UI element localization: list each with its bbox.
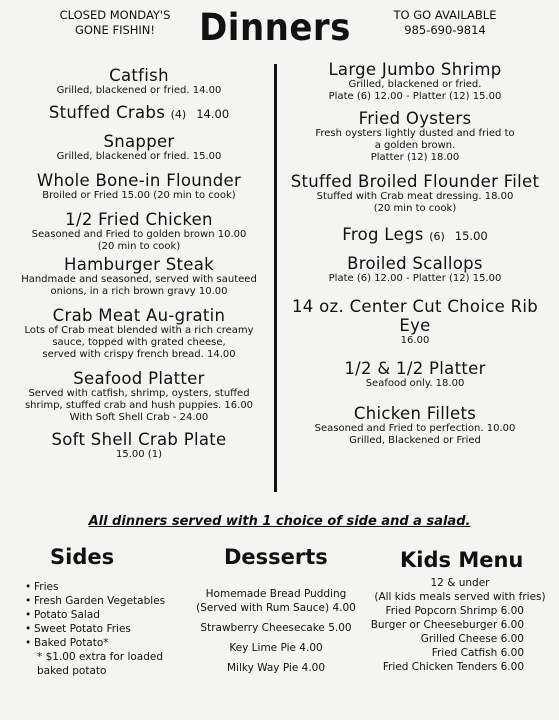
item-description: Plate (6) 12.00 - Platter (12) 15.00 xyxy=(328,273,502,284)
kids-menu xyxy=(362,576,558,674)
dinners-left-column xyxy=(8,60,270,461)
page-title: Dinners xyxy=(199,6,351,50)
item-name-text: Whole Bone-in Flounder xyxy=(36,171,242,190)
side-item: • Fresh Garden Vegetables xyxy=(25,594,185,608)
item-description: Plate (6) 12.00 - Platter (12) 15.00 xyxy=(328,91,502,102)
item-quantity: (6) xyxy=(429,230,445,243)
kids-item: Fried Chicken Tenders 6.00 xyxy=(382,661,524,673)
item-price: 14.00 xyxy=(196,107,230,121)
item-name xyxy=(282,254,548,273)
item-description: Grilled, blackened or fried. 14.00 xyxy=(56,85,222,96)
item-name xyxy=(8,369,270,388)
item-name-text: 14 oz. Center Cut Choice Rib Eye xyxy=(291,297,538,335)
item-description: Seasoned and Fried to perfection. 10.00 xyxy=(314,423,516,434)
kids-menu-title: Kids Menu xyxy=(400,548,524,572)
item-name xyxy=(8,210,270,229)
menu-item xyxy=(282,254,548,285)
item-price: 15.00 xyxy=(454,229,488,243)
item-name-text: Large Jumbo Shrimp xyxy=(328,60,502,79)
item-quantity: (4) xyxy=(170,108,187,121)
menu-item xyxy=(282,404,548,447)
menu-item xyxy=(8,171,270,202)
item-description: onions, in a rich brown gravy 10.00 xyxy=(50,286,228,297)
item-name-text: Broiled Scallops xyxy=(347,254,483,273)
phone-number: 985-690-9814 xyxy=(404,23,486,37)
item-name xyxy=(282,225,548,246)
item-name xyxy=(8,255,270,274)
dessert-line: Key Lime Pie 4.00 xyxy=(229,642,323,654)
item-description: 16.00 xyxy=(400,335,430,346)
menu-item xyxy=(282,172,548,215)
item-description: (20 min to cook) xyxy=(373,203,457,214)
item-description: Lots of Crab meat blended with a rich creamy xyxy=(24,325,254,336)
side-subnote: baked potato xyxy=(37,665,107,677)
menu-item xyxy=(282,109,548,164)
item-name xyxy=(282,359,548,378)
kids-item: Grilled Cheese 6.00 xyxy=(420,633,524,645)
item-description: Platter (12) 18.00 xyxy=(370,152,460,163)
item-name xyxy=(8,103,270,124)
item-description: shrimp, stuffed crab and hush puppies. 16.00 xyxy=(24,400,254,411)
menu-item xyxy=(8,306,270,361)
side-subnote: * $1.00 extra for loaded xyxy=(37,651,164,663)
to-go-notice xyxy=(370,8,520,38)
item-description: With Soft Shell Crab - 24.00 xyxy=(69,412,209,423)
kids-item: Burger or Cheeseburger 6.00 xyxy=(370,619,524,631)
item-description: Broiled or Fried 15.00 (20 min to cook) xyxy=(42,190,236,201)
menu-item xyxy=(8,430,270,461)
desserts-list xyxy=(186,587,366,681)
side-item: • Baked Potato* xyxy=(25,636,185,650)
item-name xyxy=(8,306,270,325)
item-description: Seafood only. 18.00 xyxy=(365,378,465,389)
kids-age: 12 & under xyxy=(430,577,490,589)
item-name-text: Chicken Fillets xyxy=(353,404,477,423)
item-description: Grilled, Blackened or Fried xyxy=(349,435,481,446)
menu-item xyxy=(8,255,270,298)
item-name-text: Stuffed Broiled Flounder Filet xyxy=(290,172,540,191)
to-go-line: TO GO AVAILABLE xyxy=(393,8,497,22)
item-description: Stuffed with Crab meat dressing. 18.00 xyxy=(316,191,514,202)
sides-list xyxy=(25,580,185,678)
dessert-item xyxy=(186,641,366,655)
item-description: sauce, topped with grated cheese, xyxy=(52,337,226,348)
kids-item: Fried Catfish 6.00 xyxy=(431,647,524,659)
dessert-item xyxy=(186,587,366,615)
item-name xyxy=(282,172,548,191)
item-name-text: Hamburger Steak xyxy=(64,255,214,274)
item-name-text: Frog Legs xyxy=(342,225,424,244)
menu-item xyxy=(282,60,548,103)
item-name xyxy=(8,171,270,190)
item-name-text: Stuffed Crabs xyxy=(48,103,166,122)
item-name-text: 1/2 Fried Chicken xyxy=(65,210,213,229)
item-name-text: Soft Shell Crab Plate xyxy=(51,430,227,449)
item-description: Handmade and seasoned, served with sauteed xyxy=(21,274,257,285)
dinners-right-column xyxy=(282,60,548,447)
item-name xyxy=(282,109,548,128)
kids-item: Fried Popcorn Shrimp 6.00 xyxy=(385,605,524,617)
menu-item xyxy=(8,210,270,253)
kids-note: (All kids meals served with fries) xyxy=(374,591,546,603)
item-name xyxy=(282,404,548,423)
item-name-text: Catfish xyxy=(109,66,169,85)
gone-fishin-line: GONE FISHIN! xyxy=(74,23,156,37)
menu-item xyxy=(282,297,548,347)
item-name xyxy=(8,66,270,85)
item-name xyxy=(282,297,548,335)
item-description: Seasoned and Fried to golden brown 10.00 xyxy=(31,229,247,240)
sides-title: Sides xyxy=(50,545,115,569)
item-name-text: 1/2 & 1/2 Platter xyxy=(344,359,486,378)
side-item: • Fries xyxy=(25,580,185,594)
dessert-item xyxy=(186,661,366,675)
item-name xyxy=(8,132,270,151)
item-name xyxy=(282,60,548,79)
menu-item xyxy=(282,359,548,390)
menu-item xyxy=(282,225,548,246)
item-name xyxy=(8,430,270,449)
item-description: served with crispy french bread. 14.00 xyxy=(42,349,236,360)
item-description: Served with catfish, shrimp, oysters, stuffed xyxy=(28,388,250,399)
dinner-side-note: All dinners served with 1 choice of side and a salad. xyxy=(88,514,471,529)
closed-line: CLOSED MONDAY'S xyxy=(59,8,171,22)
desserts-title: Desserts xyxy=(224,545,328,569)
menu-item xyxy=(8,369,270,424)
column-divider xyxy=(274,64,277,492)
item-name-text: Fried Oysters xyxy=(358,109,472,128)
item-description: (20 min to cook) xyxy=(97,241,181,252)
dessert-line: Homemade Bread Pudding xyxy=(205,588,347,600)
kids-list xyxy=(362,604,558,674)
menu-item xyxy=(8,132,270,163)
item-name-text: Snapper xyxy=(103,132,175,151)
dessert-line: Strawberry Cheesecake 5.00 xyxy=(200,622,352,634)
dessert-line: Milky Way Pie 4.00 xyxy=(226,662,326,674)
item-description: 15.00 (1) xyxy=(116,449,162,460)
item-name-text: Crab Meat Au-gratin xyxy=(52,306,226,325)
side-item: • Potato Salad xyxy=(25,608,185,622)
item-name-text: Seafood Platter xyxy=(73,369,205,388)
dessert-item xyxy=(186,621,366,635)
closed-notice xyxy=(30,8,200,38)
item-description: a golden brown. xyxy=(374,140,456,151)
item-description: Grilled, blackened or fried. xyxy=(348,79,482,90)
item-description: Grilled, blackened or fried. 15.00 xyxy=(56,151,222,162)
menu-item xyxy=(8,103,270,124)
side-item: • Sweet Potato Fries xyxy=(25,622,185,636)
item-description: Fresh oysters lightly dusted and fried to xyxy=(315,128,515,139)
dessert-line: (Served with Rum Sauce) 4.00 xyxy=(196,602,356,614)
menu-item xyxy=(8,66,270,97)
